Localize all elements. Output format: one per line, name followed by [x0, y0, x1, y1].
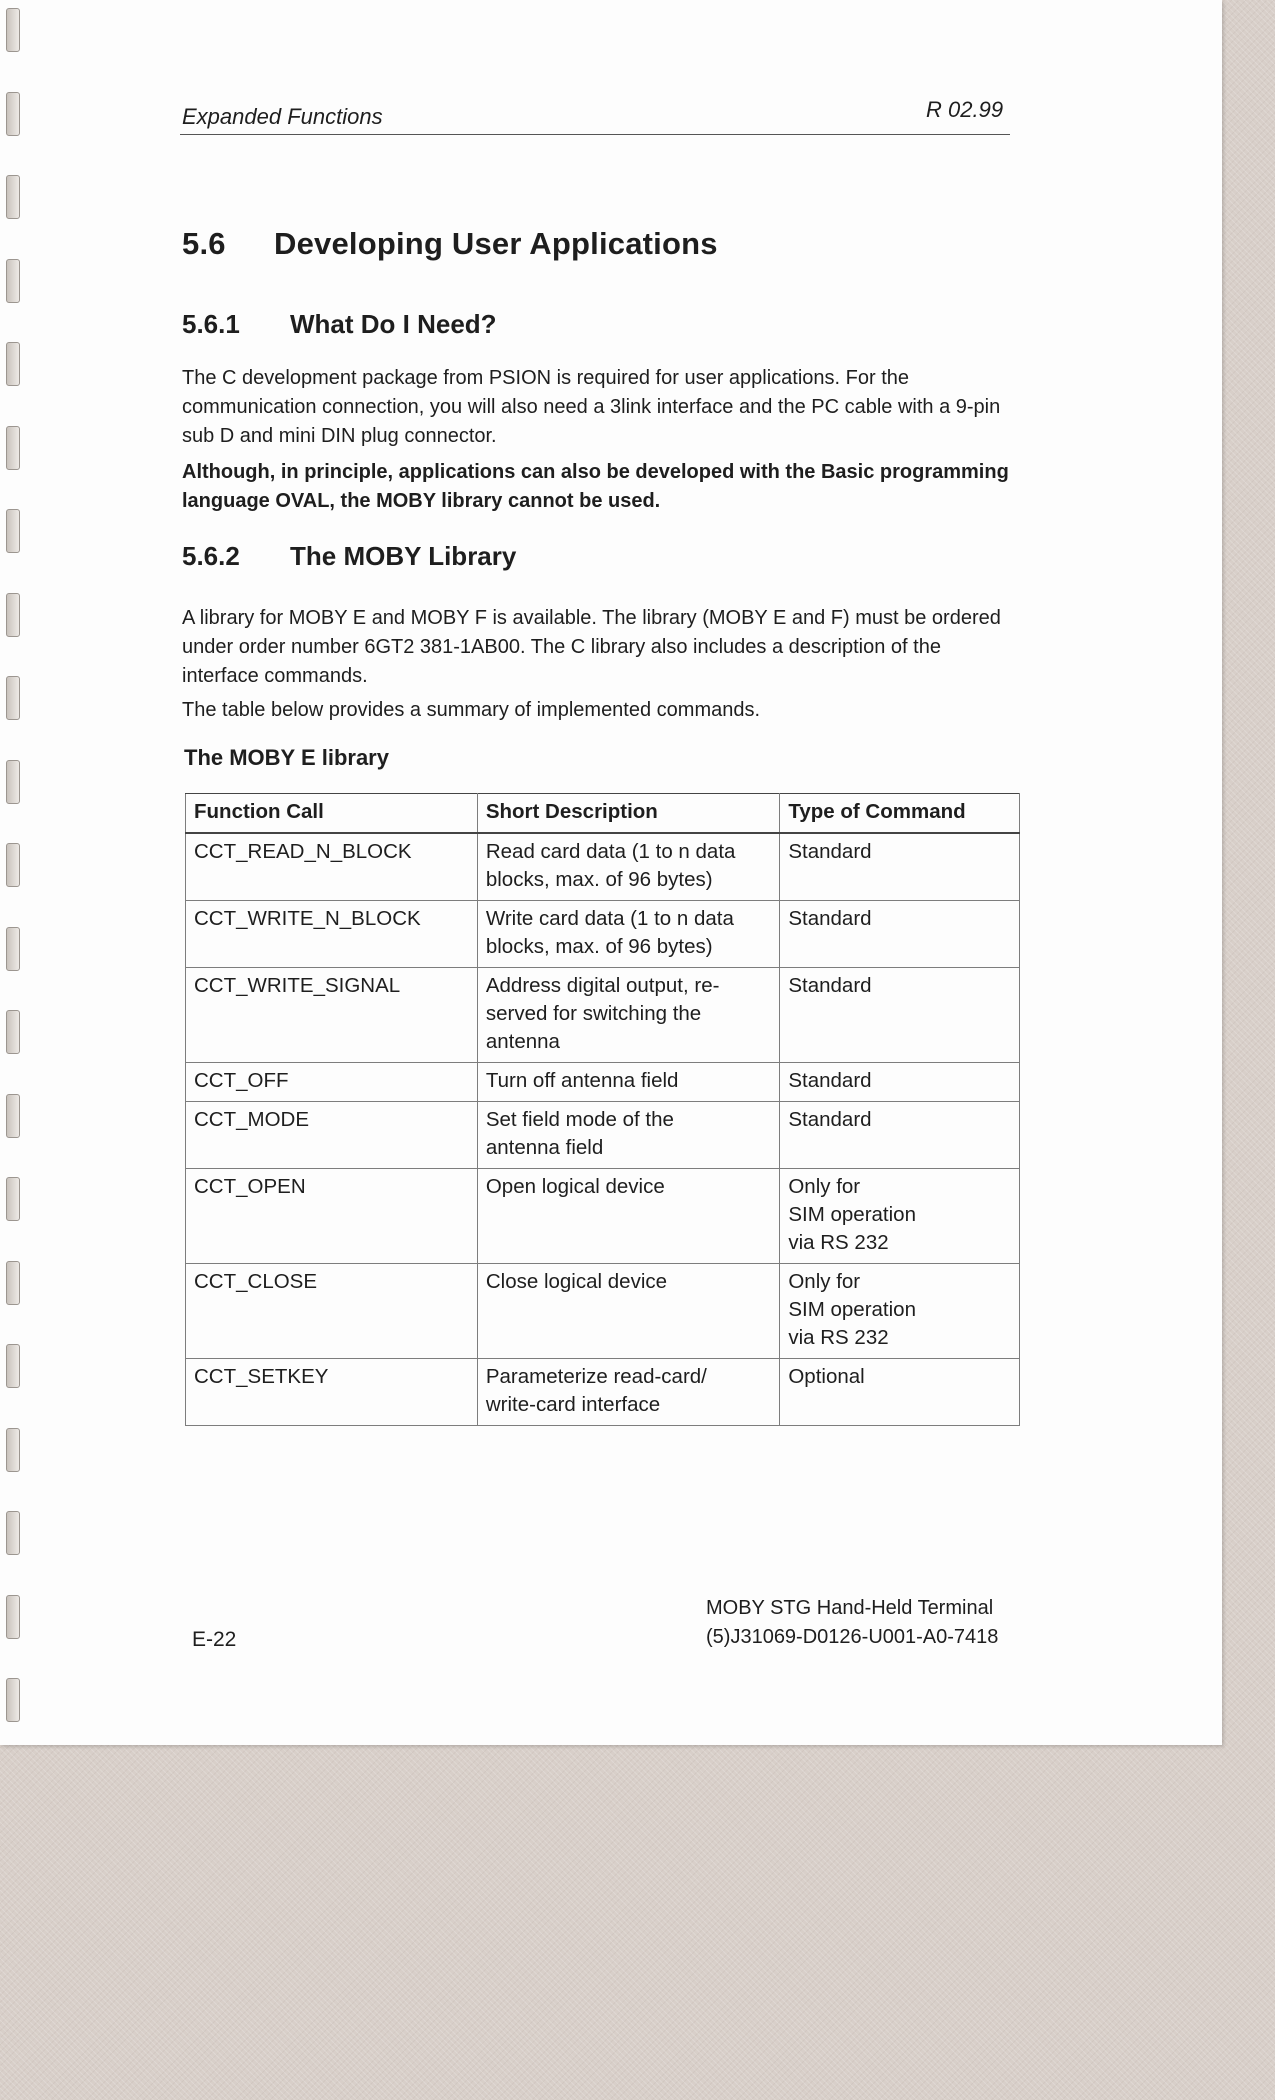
type-line: Optional — [788, 1365, 865, 1388]
table-row — [186, 1359, 1020, 1426]
binding-hole — [6, 8, 20, 52]
description-line: Address digital output, re- — [485, 974, 720, 997]
binding-hole — [6, 1595, 20, 1639]
binding-hole — [6, 676, 20, 720]
binding-hole — [6, 1010, 20, 1054]
cell-function-call: CCT_READ_N_BLOCK — [186, 833, 478, 901]
table-header-row — [186, 794, 1020, 834]
description-line: Read card data (1 to n data — [485, 840, 736, 863]
type-line: Standard — [788, 1069, 872, 1092]
table-row — [186, 901, 1020, 968]
cell-function-call: CCT_MODE — [186, 1102, 478, 1169]
type-line: Standard — [788, 840, 872, 863]
subsection-number-1: 5.6.1 — [182, 309, 240, 339]
cell-type-of-command — [780, 1102, 1020, 1169]
cell-function-call: CCT_WRITE_SIGNAL — [186, 968, 478, 1063]
cell-short-description — [477, 1063, 780, 1102]
binding-hole — [6, 843, 20, 887]
description-line: Open logical device — [485, 1175, 665, 1198]
footer-doc-number: (5)J31069-D0126-U001-A0-7418 — [706, 1626, 999, 1648]
cell-function-call: CCT_SETKEY — [186, 1359, 478, 1426]
subsection-number-2: 5.6.2 — [182, 541, 240, 571]
table-row — [186, 968, 1020, 1063]
cell-short-description — [477, 901, 780, 968]
description-line: write-card interface — [485, 1393, 661, 1416]
type-line: via RS 232 — [788, 1326, 889, 1349]
cell-short-description — [477, 1264, 780, 1359]
type-line: Standard — [788, 1108, 872, 1131]
cell-type-of-command — [780, 833, 1020, 901]
command-table — [185, 793, 1020, 1426]
binding-hole — [6, 92, 20, 136]
section-number: 5.6 — [182, 226, 226, 261]
footer-doc-info — [706, 1594, 998, 1652]
paragraph-table-intro: The table below provides a summary of implemented commands. — [182, 699, 761, 721]
subsection-title-2: The MOBY Library — [290, 541, 517, 571]
type-line: Standard — [788, 974, 872, 997]
binding-hole — [6, 760, 20, 804]
cell-short-description — [477, 833, 780, 901]
description-line: Parameterize read-card/ — [485, 1365, 707, 1388]
binding-hole — [6, 259, 20, 303]
type-line: via RS 232 — [788, 1231, 889, 1254]
cell-function-call: CCT_OPEN — [186, 1169, 478, 1264]
header-rule — [180, 134, 1010, 135]
description-line: Turn off antenna field — [485, 1069, 679, 1092]
binding-hole — [6, 342, 20, 386]
description-line: antenna field — [485, 1136, 604, 1159]
type-line: SIM operation — [788, 1298, 916, 1321]
subsection-title-1: What Do I Need? — [290, 309, 497, 339]
running-header-right: R 02.99 — [926, 97, 1004, 122]
binding-hole — [6, 1511, 20, 1555]
description-line: Write card data (1 to n data — [485, 907, 734, 930]
cell-type-of-command — [780, 901, 1020, 968]
footer-title: MOBY STG Hand-Held Terminal — [706, 1597, 994, 1619]
cell-function-call: CCT_WRITE_N_BLOCK — [186, 901, 478, 968]
header-type-of-command: Type of Command — [780, 794, 1020, 834]
binding-hole — [6, 1344, 20, 1388]
table-title: The MOBY E library — [184, 745, 389, 770]
cell-function-call: CCT_OFF — [186, 1063, 478, 1102]
header-short-description: Short Description — [477, 794, 780, 834]
cell-function-call: CCT_CLOSE — [186, 1264, 478, 1359]
binding-hole — [6, 509, 20, 553]
binding-hole — [6, 1094, 20, 1138]
description-line: Set field mode of the — [485, 1108, 674, 1131]
subsection-heading-1 — [182, 309, 497, 340]
cell-type-of-command — [780, 1169, 1020, 1264]
paragraph-library: A library for MOBY E and MOBY F is available. The library (MOBY E and F) must be ordered under order number 6GT2 381-1AB00. The C library also includes a description of the interface commands. — [182, 607, 1001, 687]
type-line: Only for — [788, 1175, 861, 1198]
table-row — [186, 1063, 1020, 1102]
description-line: blocks, max. of 96 bytes) — [485, 868, 713, 891]
binding-hole — [6, 1261, 20, 1305]
cell-type-of-command — [780, 968, 1020, 1063]
binding-holes — [6, 0, 26, 1745]
cell-short-description — [477, 1359, 780, 1426]
cell-type-of-command — [780, 1063, 1020, 1102]
binding-hole — [6, 1428, 20, 1472]
type-line: SIM operation — [788, 1203, 916, 1226]
section-title: Developing User Applications — [274, 226, 718, 261]
table-row — [186, 833, 1020, 901]
table-row — [186, 1102, 1020, 1169]
type-line: Only for — [788, 1270, 861, 1293]
paragraph-requirements: The C development package from PSION is required for user applications. For the communication connection, you will also need a 3link interface and the PC cable with a 9-pin sub D and mini DIN plug connector. — [182, 367, 1001, 447]
binding-hole — [6, 175, 20, 219]
type-line: Standard — [788, 907, 872, 930]
table-row — [186, 1264, 1020, 1359]
cell-short-description — [477, 1102, 780, 1169]
header-function-call: Function Call — [186, 794, 478, 834]
paragraph-oval-note: Although, in principle, applications can also be developed with the Basic programming language OVAL, the MOBY library cannot be used. — [182, 461, 1009, 512]
description-line: Close logical device — [485, 1270, 668, 1293]
cell-type-of-command — [780, 1264, 1020, 1359]
section-heading — [182, 226, 718, 262]
binding-hole — [6, 1678, 20, 1722]
running-header-left: Expanded Functions — [182, 104, 383, 129]
table-row — [186, 1169, 1020, 1264]
cell-type-of-command — [780, 1359, 1020, 1426]
description-line: blocks, max. of 96 bytes) — [485, 935, 713, 958]
description-line: antenna — [485, 1030, 560, 1053]
cell-short-description — [477, 1169, 780, 1264]
binding-hole — [6, 1177, 20, 1221]
cell-short-description — [477, 968, 780, 1063]
binding-hole — [6, 426, 20, 470]
page-number: E-22 — [192, 1628, 237, 1651]
binding-hole — [6, 593, 20, 637]
binding-hole — [6, 927, 20, 971]
description-line: served for switching the — [485, 1002, 702, 1025]
subsection-heading-2 — [182, 541, 516, 572]
